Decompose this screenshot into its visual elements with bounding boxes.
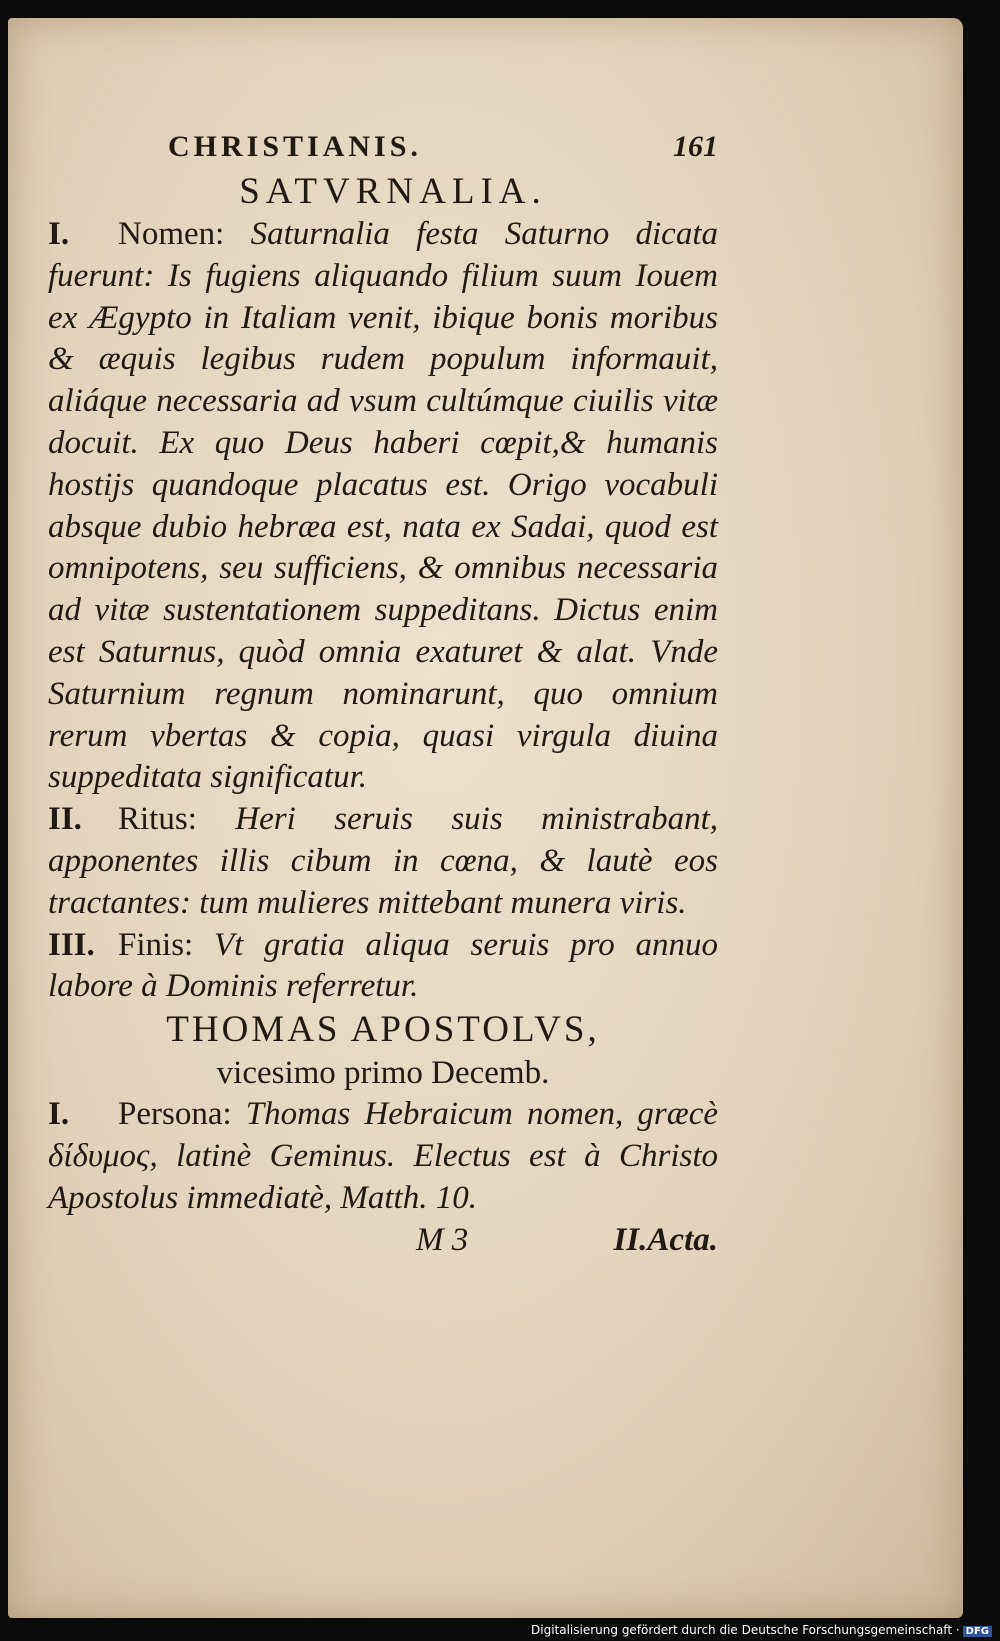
paragraph-label: Persona: [118, 1096, 232, 1133]
paragraph-number: III. [48, 926, 95, 963]
section-title: SATVRNALIA. [239, 171, 547, 212]
paragraph [48, 214, 718, 799]
page-text [48, 126, 718, 1262]
section-subtitle: vicesimo primo Decemb. [216, 1055, 550, 1092]
book-page [8, 18, 963, 1618]
paragraph-text: Vt gratia aliqua seruis pro annuo labore à Dominis referretur. [48, 926, 718, 1005]
catchword: II.Acta. [613, 1221, 718, 1258]
paragraph-number: I. [48, 1096, 70, 1133]
paragraph-text: Thomas Hebraicum nomen, græcè δίδυμος, latinè Geminus. Electus est à Christo Apostolus immediatè, Matth. 10. [48, 1096, 719, 1216]
paragraph [48, 799, 718, 924]
folio-number: 161 [673, 130, 718, 163]
paragraph [48, 925, 718, 1009]
dfg-logo: DFG [963, 1626, 992, 1637]
page-header [48, 126, 718, 170]
paragraph-text: Heri seruis suis ministrabant, apponentes illis cibum in cœna, & lautè eos tractantes: tum mulieres mittebant munera viris. [48, 801, 719, 921]
catchline [48, 1220, 718, 1262]
paragraph-label: Ritus: [118, 801, 197, 838]
paragraph-label: Nomen: [118, 216, 225, 252]
paragraph-number: II. [48, 801, 82, 838]
paragraph [48, 1094, 718, 1219]
paragraph-text: Saturnalia festa Saturno dicata fuerunt: Is fugiens aliquando filium suum Iouem ex Ægypto in Italiam venit, ibique bonis moribus & æquis legibus rudem populum informauit, aliáque necessaria ad vsum cultúmque ciuilis vitæ docuit. Ex quo Deus haberi cœpit,& humanis hostijs quandoque placatus est. Origo vocabuli absque dubio hebræa est, nata ex Sadai, quod est omnipotens, seu sufficiens, & omnibus necessaria ad vitæ sustentationem suppeditans. Dictus enim est Saturnus, quòd omnia exaturet & alat. Vnde Saturnium regnum nominarunt, quo omnium rerum vbertas & copia, quasi virgula diuina suppeditata significatur. [48, 216, 718, 796]
paragraph-number: I. [48, 216, 70, 252]
footer-text: Digitalisierung gefördert durch die Deutsche Forschungsgemeinschaft · [531, 1623, 960, 1637]
signature-mark: M 3 [416, 1221, 469, 1258]
section-title: THOMAS APOSTOLVS, [166, 1009, 600, 1051]
paragraph-label: Finis: [118, 926, 194, 963]
running-head: CHRISTIANIS. [168, 130, 422, 163]
footer-credit [531, 1623, 992, 1637]
